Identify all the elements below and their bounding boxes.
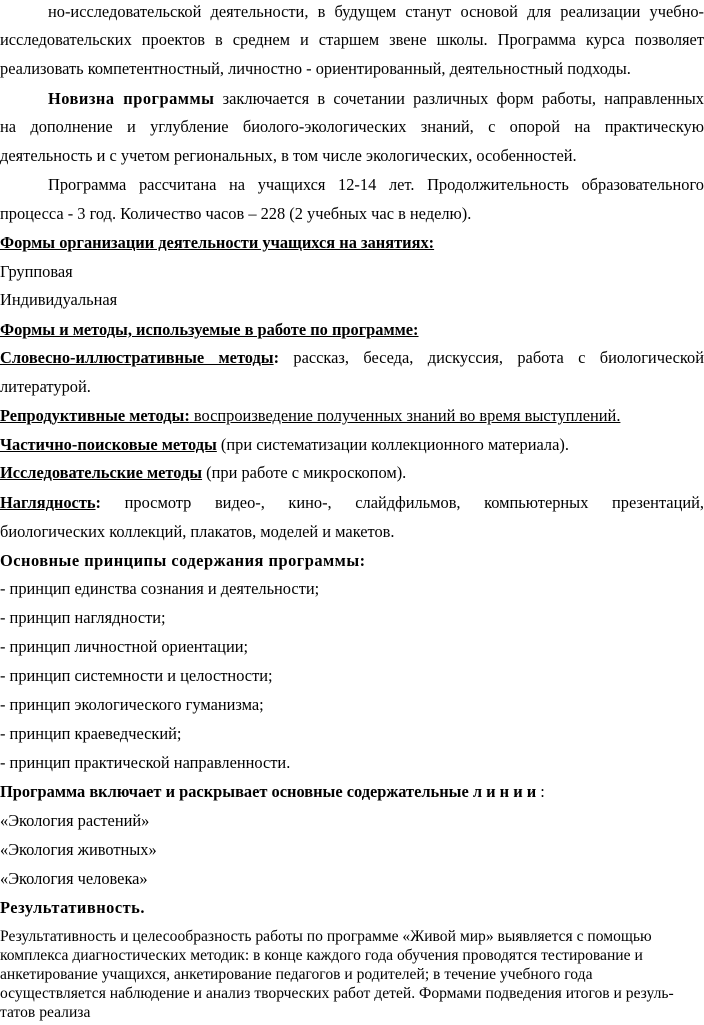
program-line-item: «Экология растений» (0, 811, 150, 830)
novelty-line-1 (0, 89, 704, 109)
partial-search-rest: (при систематизации коллекционного материала). (216, 435, 569, 454)
program-lines-heading (0, 782, 545, 802)
forms-item-individual: Индивидуальная (0, 290, 118, 309)
principle-item: - принцип единства сознания и деятельности; (0, 579, 320, 598)
program-lines-heading-text: Программа включает и раскрывает основные содержательные л и н и и (0, 782, 537, 801)
visual-rest: просмотр видео-, кино-, слайдфильмов, компьютерных презентаций, (101, 493, 704, 512)
intro-line-3: реализовать компетентностный, личностно - ориентированный, деятельностный подходы. (0, 59, 631, 78)
novelty-line-2: на дополнение и углубление биолого-экологических знаний, с опорой на практическую (0, 117, 704, 136)
visual-colon: : (95, 493, 102, 512)
results-line-4: осуществляется наблюдение и анализ творческих работ детей. Формами подведения итогов и резуль- (0, 985, 674, 1002)
intro-line-1: но-исследовательской деятельности, в будущем станут основой для реализации учебно- (48, 2, 704, 21)
methods-verbal-line-1 (0, 348, 704, 368)
principle-item: - принцип практической направленности. (0, 753, 291, 772)
verbal-methods-term: Словесно-иллюстративные методы (0, 348, 274, 367)
verbal-methods-rest: рассказ, беседа, дискуссия, работа с биологической (279, 348, 704, 367)
program-lines-heading-tail: : (536, 782, 545, 801)
partial-search-term: Частично-поисковые методы (0, 435, 217, 454)
methods-verbal-line-2: литературой. (0, 377, 91, 396)
methods-partial-search (0, 435, 569, 455)
verbal-methods-colon: : (273, 348, 280, 367)
novelty-term: Новизна программы (48, 89, 215, 108)
target-line-2: процесса - 3 год. Количество часов – 228 (2 учебных час в неделю). (0, 204, 472, 223)
methods-heading: Формы и методы, используемые в работе по программе: (0, 320, 419, 339)
forms-heading: Формы организации деятельности учащихся на занятиях: (0, 233, 435, 252)
visual-term: Наглядность (0, 493, 96, 512)
principles-heading: Основные принципы содержания программы: (0, 551, 366, 570)
novelty-line-1-rest: заключается в сочетании различных форм работы, направленных (214, 89, 704, 108)
novelty-line-3: деятельность и с учетом региональных, в том числе экологических, особенностей. (0, 146, 577, 165)
research-methods-term: Исследовательские методы (0, 463, 203, 482)
methods-visual-line-2: биологических коллекций, плакатов, моделей и макетов. (0, 522, 395, 541)
methods-visual-line-1 (0, 493, 704, 513)
reproductive-methods-rest: воспроизведение полученных знаний во время выступлений. (189, 406, 621, 425)
results-line-5: татов реализа (0, 1004, 91, 1021)
principle-item: - принцип экологического гуманизма; (0, 695, 264, 714)
principle-item: - принцип системности и целостности; (0, 666, 273, 685)
methods-research (0, 463, 406, 483)
intro-line-2: исследовательских проектов в среднем и старшем звене школы. Программа курса позволяет (0, 30, 704, 49)
results-heading: Результативность. (0, 898, 145, 917)
forms-item-group: Групповая (0, 262, 73, 281)
principle-item: - принцип краеведческий; (0, 724, 182, 743)
methods-reproductive (0, 406, 620, 426)
program-line-item: «Экология животных» (0, 840, 157, 859)
program-line-item: «Экология человека» (0, 869, 148, 888)
research-methods-rest: (при работе с микроскопом). (202, 463, 407, 482)
results-line-1: Результативность и целесообразность работы по программе «Живой мир» выявляется с помощью (0, 928, 652, 945)
principle-item: - принцип личностной ориентации; (0, 637, 249, 656)
target-line-1: Программа рассчитана на учащихся 12-14 лет. Продолжительность образовательного (48, 175, 704, 194)
principle-item: - принцип наглядности; (0, 608, 166, 627)
results-line-3: анкетирование учащихся, анкетирование педагогов и родителей; в течение учебного года (0, 966, 593, 983)
results-line-2: комплекса диагностических методик: в конце каждого года обучения проводятся тестирование и (0, 947, 643, 964)
reproductive-methods-term: Репродуктивные методы: (0, 406, 190, 425)
